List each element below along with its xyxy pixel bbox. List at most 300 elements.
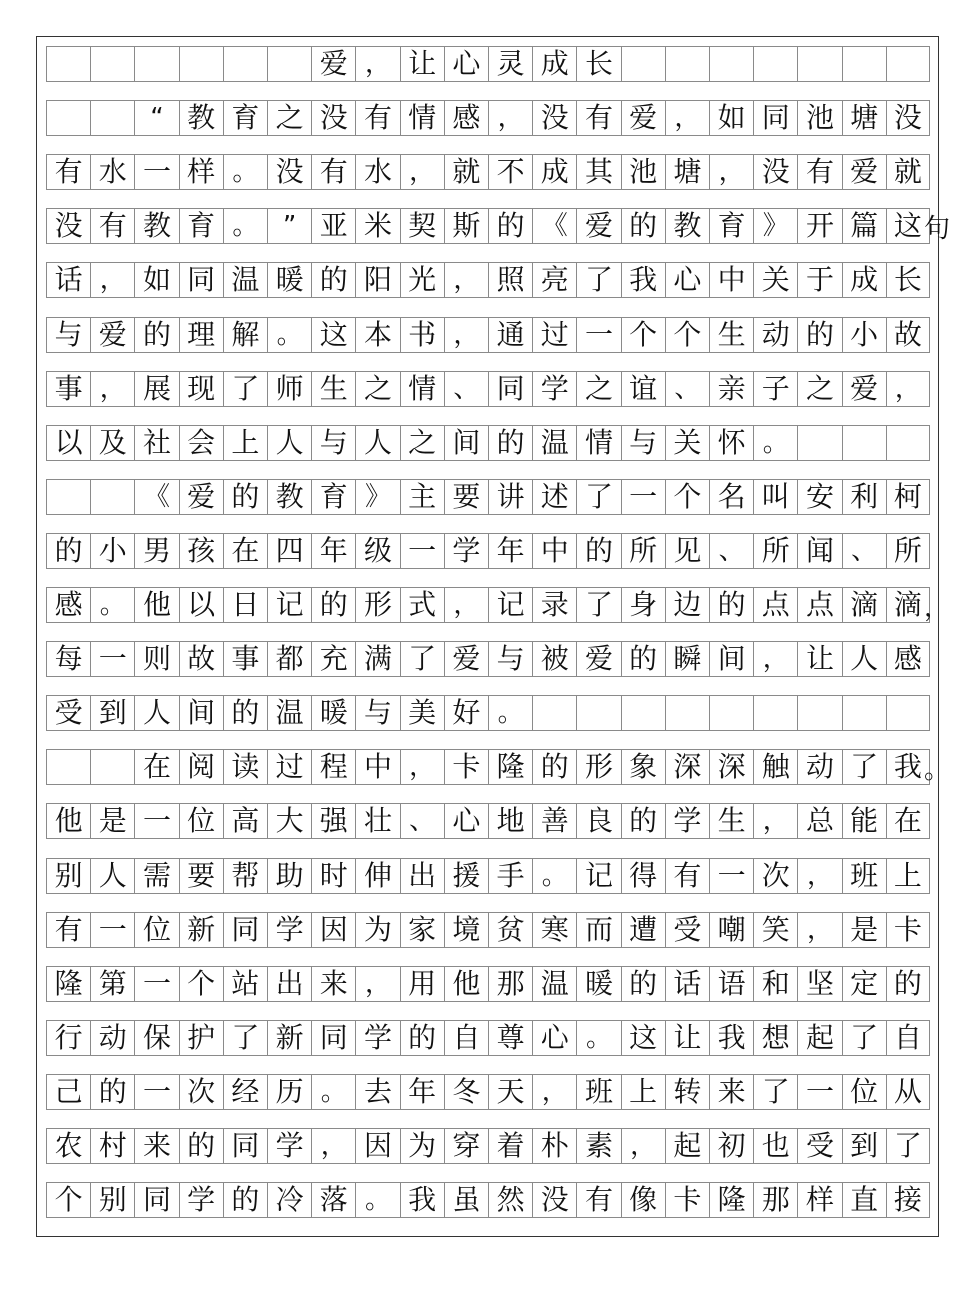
grid-character: 如	[142, 263, 171, 297]
grid-character: 了	[850, 750, 879, 784]
grid-character: ，	[409, 752, 436, 783]
grid-character: 出	[408, 858, 437, 892]
grid-character: 去	[363, 1074, 392, 1108]
grid-cell	[46, 262, 90, 298]
grid-character: 位	[142, 912, 171, 946]
grid-cell	[886, 262, 930, 298]
grid-cell	[532, 966, 576, 1002]
grid-cell	[311, 425, 355, 461]
grid-character: 。	[276, 319, 303, 350]
grid-character: 了	[761, 1074, 790, 1108]
grid-character: 了	[850, 1020, 879, 1054]
grid-character: 故	[187, 642, 216, 676]
grid-character: 的	[142, 317, 171, 351]
grid-cell	[621, 208, 665, 244]
grid-cell	[886, 858, 930, 894]
grid-cell	[90, 1020, 134, 1056]
grid-cell	[842, 317, 886, 353]
grid-cell	[400, 371, 444, 407]
grid-character: 帮	[231, 858, 260, 892]
grid-cell	[665, 208, 709, 244]
grid-cell	[46, 46, 90, 82]
grid-cell	[488, 749, 532, 785]
grid-cell	[576, 912, 620, 948]
grid-cell	[90, 695, 134, 731]
grid-character: 着	[496, 1129, 525, 1162]
text-row	[46, 695, 930, 731]
grid-character: 让	[673, 1020, 702, 1054]
grid-character: 样	[187, 155, 216, 189]
grid-character: 之	[275, 101, 304, 135]
grid-character: 关	[761, 263, 790, 297]
grid-cell	[46, 912, 90, 948]
grid-cell	[355, 1182, 399, 1218]
grid-cell	[267, 587, 311, 623]
margin-punctuation: 句	[924, 213, 951, 244]
grid-character: 斯	[452, 209, 481, 243]
grid-character: 爱	[584, 642, 613, 676]
grid-cell	[444, 966, 488, 1002]
grid-cell	[753, 425, 797, 461]
grid-cell	[46, 100, 90, 136]
grid-character: 冷	[275, 1183, 304, 1217]
grid-character: 温	[540, 425, 569, 459]
grid-character: 坚	[805, 966, 834, 1000]
grid-cell	[134, 154, 178, 190]
grid-character: 的	[496, 209, 525, 243]
grid-cell	[90, 587, 134, 623]
grid-cell	[90, 262, 134, 298]
grid-character: 安	[805, 479, 834, 513]
grid-cell	[665, 46, 709, 82]
grid-cell	[886, 100, 930, 136]
grid-cell	[267, 425, 311, 461]
grid-character: 一	[142, 155, 171, 189]
grid-character: 孩	[187, 533, 216, 567]
grid-cell	[179, 912, 223, 948]
grid-character: 样	[805, 1183, 834, 1217]
grid-cell	[842, 966, 886, 1002]
grid-cell	[488, 154, 532, 190]
grid-character: 个	[187, 966, 216, 1000]
grid-cell	[179, 479, 223, 515]
grid-cell	[223, 641, 267, 677]
grid-cell	[621, 966, 665, 1002]
grid-cell	[488, 803, 532, 839]
grid-cell	[267, 966, 311, 1002]
grid-cell	[179, 803, 223, 839]
grid-character: 阳	[363, 263, 392, 297]
grid-character: 我	[893, 750, 922, 784]
grid-cell	[223, 317, 267, 353]
margin-punctuation: ，	[924, 592, 951, 623]
grid-character: 塘	[850, 101, 879, 135]
grid-character: 过	[540, 317, 569, 351]
grid-character: 善	[540, 804, 569, 838]
grid-cell	[532, 154, 576, 190]
grid-cell	[797, 371, 841, 407]
grid-cell	[355, 1128, 399, 1164]
grid-character: 爱	[98, 317, 127, 351]
grid-character: 位	[187, 804, 216, 838]
grid-character: 及	[98, 425, 127, 459]
grid-cell	[797, 425, 841, 461]
grid-cell	[576, 371, 620, 407]
grid-character: 名	[717, 479, 746, 513]
grid-cell	[90, 912, 134, 948]
grid-cell	[576, 100, 620, 136]
grid-character: 有	[98, 209, 127, 243]
grid-character: 到	[850, 1129, 879, 1162]
grid-character: 怀	[717, 425, 746, 459]
grid-cell	[444, 1020, 488, 1056]
grid-character: 之	[584, 371, 613, 405]
grid-cell	[532, 587, 576, 623]
grid-character: 村	[98, 1129, 127, 1162]
grid-cell	[797, 262, 841, 298]
grid-cell	[621, 479, 665, 515]
grid-cell	[488, 912, 532, 948]
grid-character: 同	[496, 371, 525, 405]
grid-character: 爱	[850, 155, 879, 189]
grid-cell	[665, 1074, 709, 1110]
grid-cell	[311, 479, 355, 515]
grid-cell	[797, 208, 841, 244]
grid-cell	[753, 1128, 797, 1164]
grid-cell	[46, 479, 90, 515]
grid-cell	[267, 262, 311, 298]
grid-cell	[488, 587, 532, 623]
grid-cell	[886, 533, 930, 569]
grid-character: 从	[893, 1074, 922, 1108]
grid-cell	[90, 1182, 134, 1218]
grid-cell	[355, 208, 399, 244]
grid-character: 的	[98, 1074, 127, 1108]
grid-character: 然	[496, 1183, 525, 1217]
grid-cell	[709, 479, 753, 515]
grid-cell	[797, 479, 841, 515]
grid-cell	[665, 479, 709, 515]
grid-character: 人	[142, 696, 171, 730]
grid-cell	[709, 208, 753, 244]
grid-cell	[267, 641, 311, 677]
grid-character: ，	[453, 590, 480, 620]
grid-cell	[797, 966, 841, 1002]
grid-cell	[797, 1074, 841, 1110]
grid-character: 于	[805, 263, 834, 297]
text-row	[46, 1074, 930, 1110]
grid-character: 滴	[893, 588, 922, 621]
grid-cell	[488, 1182, 532, 1218]
grid-character: 教	[142, 209, 171, 243]
grid-cell	[46, 966, 90, 1002]
grid-cell	[886, 154, 930, 190]
grid-character: 。	[232, 211, 259, 242]
grid-character: 育	[319, 479, 348, 513]
grid-character: 来	[142, 1129, 171, 1162]
grid-character: 上	[893, 858, 922, 892]
grid-cell	[267, 371, 311, 407]
grid-cell	[709, 1020, 753, 1056]
grid-cell	[355, 1074, 399, 1110]
grid-character: 没	[540, 1183, 569, 1217]
grid-cell	[400, 803, 444, 839]
grid-cell	[797, 749, 841, 785]
grid-character: 子	[761, 371, 790, 405]
grid-character: 《	[143, 481, 170, 512]
grid-character: 、	[409, 806, 436, 837]
grid-character: 讲	[496, 479, 525, 513]
grid-character: 是	[850, 912, 879, 946]
grid-character: 与	[54, 317, 83, 351]
grid-cell	[267, 749, 311, 785]
grid-cell	[444, 803, 488, 839]
grid-character: 我	[629, 263, 658, 297]
grid-character: 护	[187, 1020, 216, 1054]
grid-cell	[665, 317, 709, 353]
grid-cell	[444, 912, 488, 948]
grid-cell	[665, 1128, 709, 1164]
grid-character: 的	[584, 533, 613, 567]
grid-cell	[311, 1182, 355, 1218]
grid-cell	[134, 1074, 178, 1110]
grid-character: 了	[893, 1129, 922, 1162]
grid-cell	[797, 154, 841, 190]
grid-character: 点	[805, 588, 834, 621]
grid-character: “	[150, 103, 164, 134]
grid-cell	[665, 966, 709, 1002]
grid-cell	[665, 641, 709, 677]
grid-cell	[532, 803, 576, 839]
grid-character: 的	[893, 966, 922, 1000]
grid-cell	[842, 1128, 886, 1164]
grid-character: 述	[540, 479, 569, 513]
grid-character: ，	[806, 914, 833, 945]
grid-character: 时	[319, 858, 348, 892]
grid-cell	[621, 46, 665, 82]
grid-character: 瞬	[673, 642, 702, 676]
grid-character: 。	[762, 427, 789, 458]
grid-cell	[444, 695, 488, 731]
grid-cell	[621, 695, 665, 731]
grid-cell	[842, 425, 886, 461]
grid-character: 与	[319, 425, 348, 459]
grid-character: 的	[319, 263, 348, 297]
grid-character: 情	[408, 101, 437, 135]
grid-character: 育	[231, 101, 260, 135]
grid-cell	[621, 262, 665, 298]
grid-cell	[797, 100, 841, 136]
grid-cell	[444, 533, 488, 569]
grid-character: 境	[452, 912, 481, 946]
grid-cell	[576, 208, 620, 244]
grid-cell	[576, 46, 620, 82]
grid-cell	[134, 803, 178, 839]
text-row	[46, 479, 930, 515]
grid-cell	[488, 100, 532, 136]
grid-cell	[753, 641, 797, 677]
grid-cell	[576, 479, 620, 515]
grid-character: 利	[850, 479, 879, 513]
grid-character: 的	[231, 696, 260, 730]
grid-cell	[842, 100, 886, 136]
grid-cell	[842, 262, 886, 298]
grid-character: ，	[453, 265, 480, 296]
grid-cell	[134, 1182, 178, 1218]
grid-character: 接	[893, 1183, 922, 1217]
grid-character: 。	[497, 698, 524, 729]
grid-character: 笑	[761, 912, 790, 946]
grid-character: 心	[452, 804, 481, 838]
grid-cell	[267, 803, 311, 839]
grid-cell	[665, 1182, 709, 1218]
grid-character: 受	[805, 1129, 834, 1162]
grid-cell	[46, 1074, 90, 1110]
grid-cell	[355, 479, 399, 515]
grid-character: 行	[54, 1020, 83, 1054]
grid-character: 暖	[584, 966, 613, 1000]
grid-cell	[134, 1020, 178, 1056]
grid-character: 别	[54, 858, 83, 892]
grid-cell	[488, 966, 532, 1002]
grid-character: 一	[717, 858, 746, 892]
grid-character: 学	[673, 804, 702, 838]
grid-cell	[444, 587, 488, 623]
grid-character: 心	[673, 263, 702, 297]
grid-character: 隆	[717, 1183, 746, 1217]
grid-character: 温	[275, 696, 304, 730]
grid-character: 高	[231, 804, 260, 838]
grid-cell	[134, 966, 178, 1002]
grid-character: 充	[319, 642, 348, 676]
grid-cell	[886, 966, 930, 1002]
grid-character: 会	[187, 425, 216, 459]
text-row	[46, 641, 930, 677]
grid-cell	[179, 371, 223, 407]
grid-cell	[576, 1128, 620, 1164]
grid-cell	[886, 803, 930, 839]
grid-cell	[665, 425, 709, 461]
grid-character: 书	[408, 317, 437, 351]
grid-character: 叫	[761, 479, 790, 513]
grid-character: 一	[805, 1074, 834, 1108]
grid-cell	[886, 371, 930, 407]
grid-cell	[400, 208, 444, 244]
grid-cell	[355, 641, 399, 677]
grid-character: 都	[275, 642, 304, 676]
grid-cell	[532, 641, 576, 677]
grid-cell	[355, 317, 399, 353]
grid-cell	[488, 317, 532, 353]
grid-cell	[488, 641, 532, 677]
grid-character: 成	[850, 263, 879, 297]
grid-cell	[576, 803, 620, 839]
grid-cell	[134, 46, 178, 82]
grid-character: 级	[363, 533, 392, 567]
text-row	[46, 262, 930, 298]
grid-character: 语	[717, 966, 746, 1000]
grid-character: 则	[142, 642, 171, 676]
grid-character: 贫	[496, 912, 525, 946]
grid-character: 到	[98, 696, 127, 730]
grid-character: 地	[496, 804, 525, 838]
grid-cell	[311, 262, 355, 298]
grid-cell	[223, 46, 267, 82]
grid-cell	[400, 1020, 444, 1056]
grid-character: 是	[98, 804, 127, 838]
grid-character: 男	[142, 533, 171, 567]
grid-cell	[311, 46, 355, 82]
grid-character: 有	[54, 155, 83, 189]
text-row	[46, 803, 930, 839]
grid-character: 的	[629, 642, 658, 676]
grid-character: 了	[584, 479, 613, 513]
grid-cell	[355, 695, 399, 731]
grid-character: 为	[363, 912, 392, 946]
grid-character: 站	[231, 966, 260, 1000]
grid-cell	[797, 695, 841, 731]
grid-character: 没	[275, 155, 304, 189]
grid-cell	[90, 208, 134, 244]
grid-cell	[488, 858, 532, 894]
grid-character: 班	[584, 1074, 613, 1108]
grid-cell	[267, 46, 311, 82]
grid-cell	[532, 1128, 576, 1164]
grid-character: 自	[893, 1020, 922, 1054]
grid-cell	[797, 1020, 841, 1056]
grid-character: 出	[275, 966, 304, 1000]
grid-character: 师	[275, 371, 304, 405]
grid-cell	[134, 641, 178, 677]
grid-character: 了	[231, 1020, 260, 1054]
grid-cell	[267, 858, 311, 894]
grid-cell	[400, 262, 444, 298]
grid-cell	[46, 317, 90, 353]
grid-cell	[576, 317, 620, 353]
grid-character: 阅	[187, 750, 216, 784]
grid-cell	[532, 695, 576, 731]
grid-character: 亲	[717, 371, 746, 405]
grid-character: 。	[232, 157, 259, 188]
grid-character: ，	[541, 1076, 568, 1107]
grid-cell	[46, 749, 90, 785]
grid-cell	[488, 533, 532, 569]
grid-character: 亮	[540, 263, 569, 297]
grid-cell	[621, 1182, 665, 1218]
grid-cell	[797, 587, 841, 623]
grid-character: 像	[629, 1183, 658, 1217]
grid-character: 天	[496, 1074, 525, 1108]
grid-cell	[355, 425, 399, 461]
grid-cell	[400, 154, 444, 190]
grid-character: 次	[761, 858, 790, 892]
grid-character: 没	[54, 209, 83, 243]
grid-character: 一	[142, 966, 171, 1000]
grid-character: 没	[761, 155, 790, 189]
grid-cell	[709, 1074, 753, 1110]
grid-cell	[179, 858, 223, 894]
grid-cell	[311, 1128, 355, 1164]
grid-character: 生	[319, 371, 348, 405]
grid-cell	[576, 858, 620, 894]
grid-cell	[90, 154, 134, 190]
grid-cell	[842, 371, 886, 407]
grid-character: ，	[806, 860, 833, 891]
grid-character: 伸	[363, 858, 392, 892]
grid-cell	[753, 803, 797, 839]
grid-character: 式	[408, 588, 437, 621]
grid-cell	[621, 858, 665, 894]
